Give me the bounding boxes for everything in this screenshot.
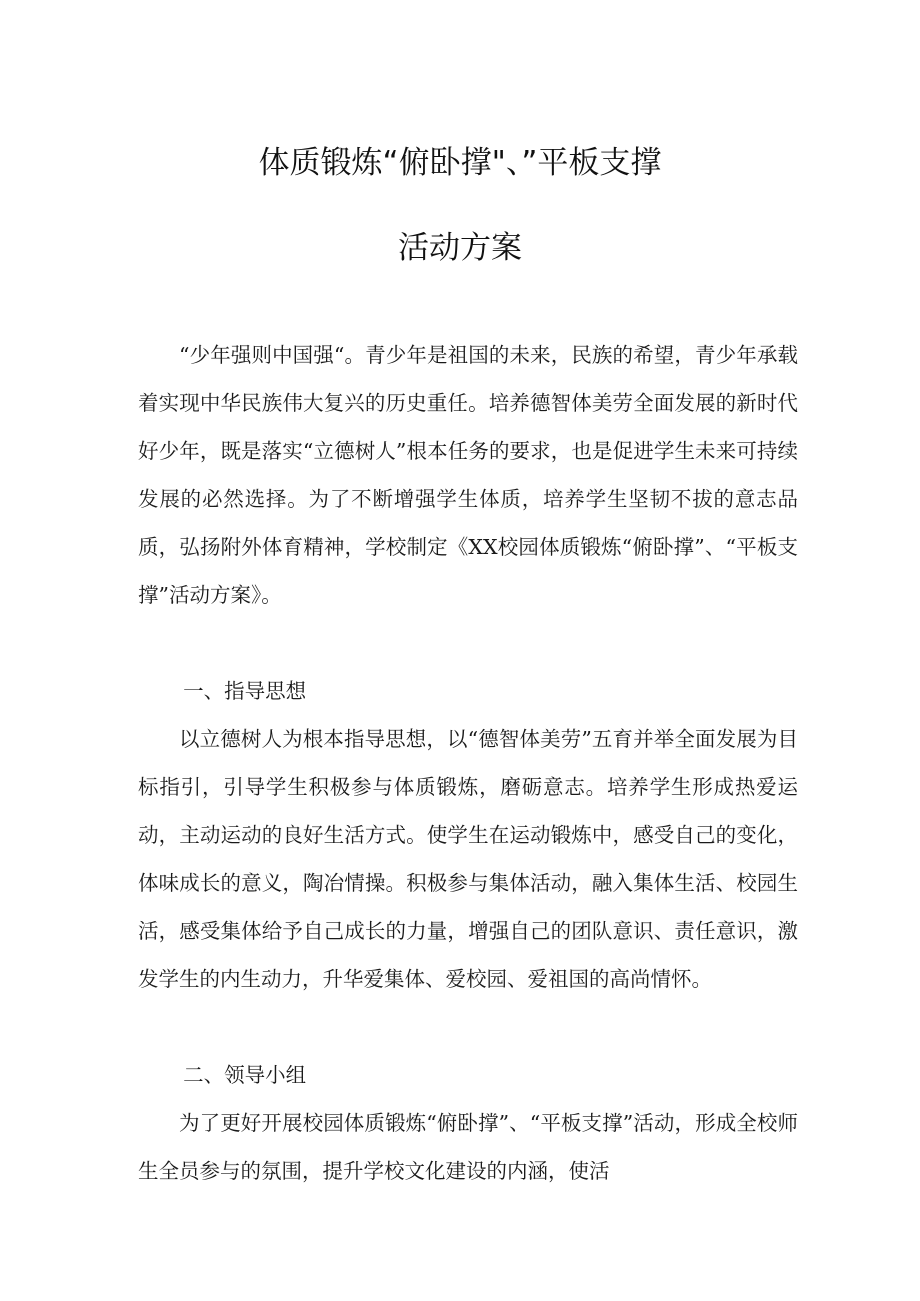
section-heading-guiding-ideology: 一、指导思想	[183, 679, 307, 703]
document-title-line-2: 活动方案	[398, 230, 522, 266]
intro-paragraph: “少年强则中国强“。青少年是祖国的未来，民族的希望，青少年承载着实现中华民族伟大复兴的历史重任。培养德智体美劳全面发展的新时代好少年，既是落实“立德树人”根本任务的要求，也是促进学生未来可持续发展的必然选择。为了不断增强学生体质，培养学生坚韧不拔的意志品质，弘扬附外体育精神，学校制定《XX校园体质锻炼“俯卧撑”、“平板支撑”活动方案》。	[138, 343, 798, 607]
section-paragraph-leadership-group: 为了更好开展校园体质锻炼“俯卧撑”、“平板支撑”活动，形成全校师生全员参与的氛围，提升学校文化建设的内涵，使活	[138, 1111, 798, 1183]
document-title-line-1: 体质锻炼“俯卧撑"、”平板支撑	[258, 145, 662, 181]
section-paragraph-guiding-ideology: 以立德树人为根本指导思想，以“德智体美劳”五育并举全面发展为目标指引，引导学生积极参与体质锻炼，磨砺意志。培养学生形成热爱运动，主动运动的良好生活方式。使学生在运动锻炼中，感受自己的变化，体味成长的意义，陶冶情操。积极参与集体活动，融入集体生活、校园生活，感受集体给予自己成长的力量，增强自己的团队意识、责任意识，激发学生的内生动力，升华爱集体、爱校园、爱祖国的高尚情怀。	[138, 727, 798, 991]
section-heading-leadership-group: 二、领导小组	[183, 1063, 307, 1087]
